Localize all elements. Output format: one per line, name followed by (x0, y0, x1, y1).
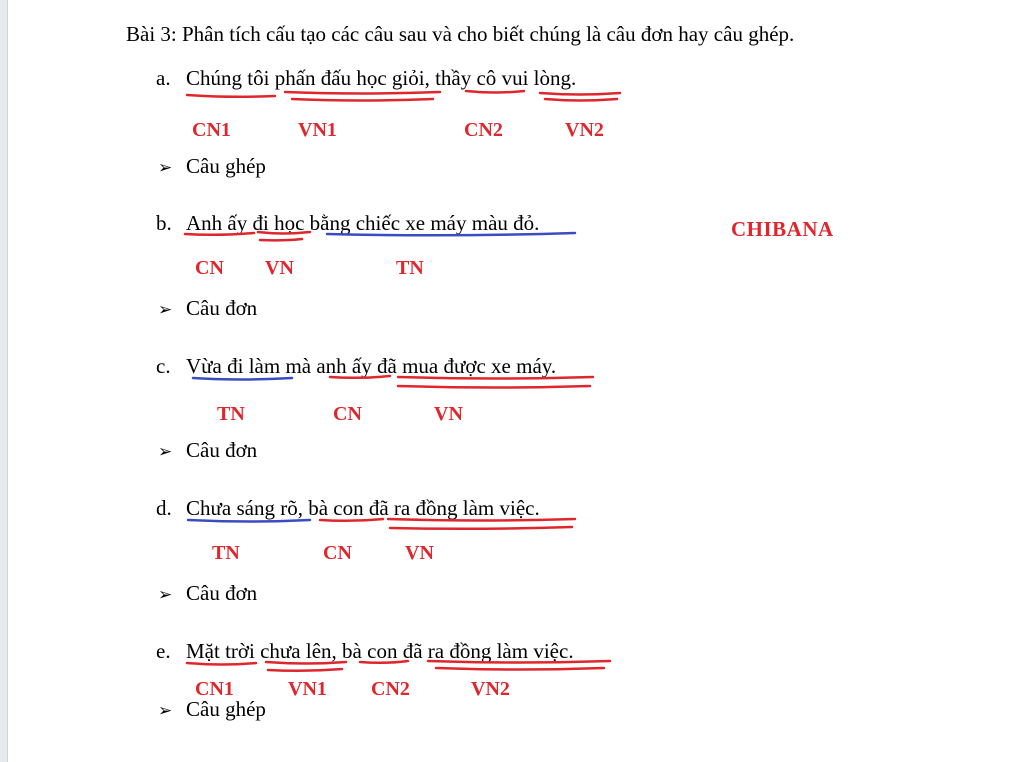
underline-c-vn-2 (398, 386, 590, 388)
item-c-answer (158, 438, 257, 463)
item-e-tag-cn2: CN2 (371, 678, 410, 700)
item-c-tag-cn: CN (333, 403, 362, 425)
item-a-space (269, 66, 274, 90)
item-a-answer-text: Câu ghép (186, 154, 266, 178)
item-b-predicate: đi học (252, 211, 305, 235)
item-a-subject-1: Chúng tôi (186, 66, 270, 90)
item-b-tag-tn: TN (396, 257, 424, 279)
item-a-predicate-2: vui lòng (501, 66, 571, 90)
item-c-answer-text: Câu đơn (186, 438, 258, 462)
item-e-comma: , (331, 639, 343, 663)
item-a-sentence (186, 66, 576, 91)
underline-e-vn2-2 (436, 668, 604, 670)
item-e-predicate-1: chưa lên (260, 639, 332, 663)
item-b-space (247, 211, 252, 235)
item-b-sentence (186, 211, 539, 236)
item-e-tag-cn1: CN1 (195, 678, 234, 700)
item-b-subject: Anh ấy (186, 211, 248, 235)
item-c-predicate: đã mua được xe máy (377, 354, 551, 378)
item-a-tag-vn2: VN2 (565, 119, 604, 141)
item-b-tag-vn: VN (265, 257, 294, 279)
item-c-subject: anh ấy (316, 354, 372, 378)
underline-d-vn-2 (390, 527, 572, 529)
item-e-period: . (568, 639, 574, 663)
item-b-space-2 (304, 211, 309, 235)
item-e-answer (158, 697, 266, 722)
exercise-heading: Bài 3: Phân tích cấu tạo các câu sau và cho biết chúng là câu đơn hay câu ghép. (126, 22, 795, 46)
item-e-predicate-2: đã ra đồng làm việc (402, 639, 569, 663)
item-e-space-2 (397, 639, 402, 663)
arrow-bullet-icon: ➢ (158, 585, 173, 604)
item-d-answer-text: Câu đơn (186, 581, 258, 605)
item-d-predicate: đã ra đồng làm việc (368, 496, 535, 520)
item-d-subject: bà con (308, 496, 364, 520)
item-a-tag-cn2: CN2 (464, 119, 503, 141)
item-c-adverbial: Vừa đi làm (186, 354, 281, 378)
page-left-margin (0, 0, 8, 762)
item-d-tag-tn: TN (212, 542, 240, 564)
item-a-comma: , (424, 66, 436, 90)
item-e-subject-2: bà con (342, 639, 398, 663)
item-a-answer (158, 154, 266, 179)
item-b-adverbial: bằng chiếc xe máy màu đỏ (309, 211, 535, 235)
item-d-tag-cn: CN (323, 542, 352, 564)
underline-a-cn1 (187, 95, 275, 97)
item-c-tag-vn: VN (434, 403, 463, 425)
arrow-bullet-icon: ➢ (158, 158, 173, 177)
item-c-letter: c. (156, 354, 171, 378)
item-a-tag-cn1: CN1 (192, 119, 231, 141)
item-e-tag-vn1: VN1 (288, 678, 327, 700)
item-a-subject-2: thầy cô (435, 66, 497, 90)
arrow-bullet-icon: ➢ (158, 300, 173, 319)
underline-a-cn2 (466, 91, 524, 93)
underline-a-vn1-1 (285, 92, 440, 94)
item-d-period: . (534, 496, 540, 520)
underline-b-vn-2 (260, 239, 302, 240)
item-c-period: . (550, 354, 557, 378)
item-a-period: . (570, 66, 577, 90)
item-b-letter: b. (156, 211, 172, 235)
item-d-letter: d. (156, 496, 172, 520)
item-a-predicate-1: phấn đấu học giỏi (274, 66, 425, 90)
item-e-sentence (186, 639, 574, 664)
item-b-answer (158, 296, 257, 321)
item-d-sentence (186, 496, 540, 521)
item-e-tag-vn2: VN2 (471, 678, 510, 700)
item-b-tag-cn: CN (195, 257, 224, 279)
item-d-comma: , (297, 496, 309, 520)
item-c-sentence (186, 354, 556, 379)
item-d-adverbial: Chưa sáng rõ (186, 496, 298, 520)
item-d-tag-vn: VN (405, 542, 434, 564)
arrow-bullet-icon: ➢ (158, 701, 173, 720)
item-e-subject-1: Mặt trời (186, 639, 255, 663)
item-c-tag-tn: TN (217, 403, 245, 425)
underline-a-vn1-2 (292, 99, 433, 101)
item-b-period: . (534, 211, 540, 235)
item-e-letter: e. (156, 639, 171, 663)
underline-e-vn1-2 (268, 669, 342, 671)
underline-a-vn2-2 (545, 99, 617, 101)
arrow-bullet-icon: ➢ (158, 442, 173, 461)
item-b-answer-text: Câu đơn (186, 296, 258, 320)
item-c-connector: mà (280, 354, 317, 378)
item-e-answer-text: Câu ghép (186, 697, 266, 721)
item-d-answer (158, 581, 257, 606)
item-a-letter: a. (156, 66, 171, 90)
underline-a-vn2-1 (540, 93, 620, 95)
item-a-space-2 (496, 66, 501, 90)
watermark-text: CHIBANA (731, 217, 834, 241)
item-a-tag-vn1: VN1 (298, 119, 337, 141)
